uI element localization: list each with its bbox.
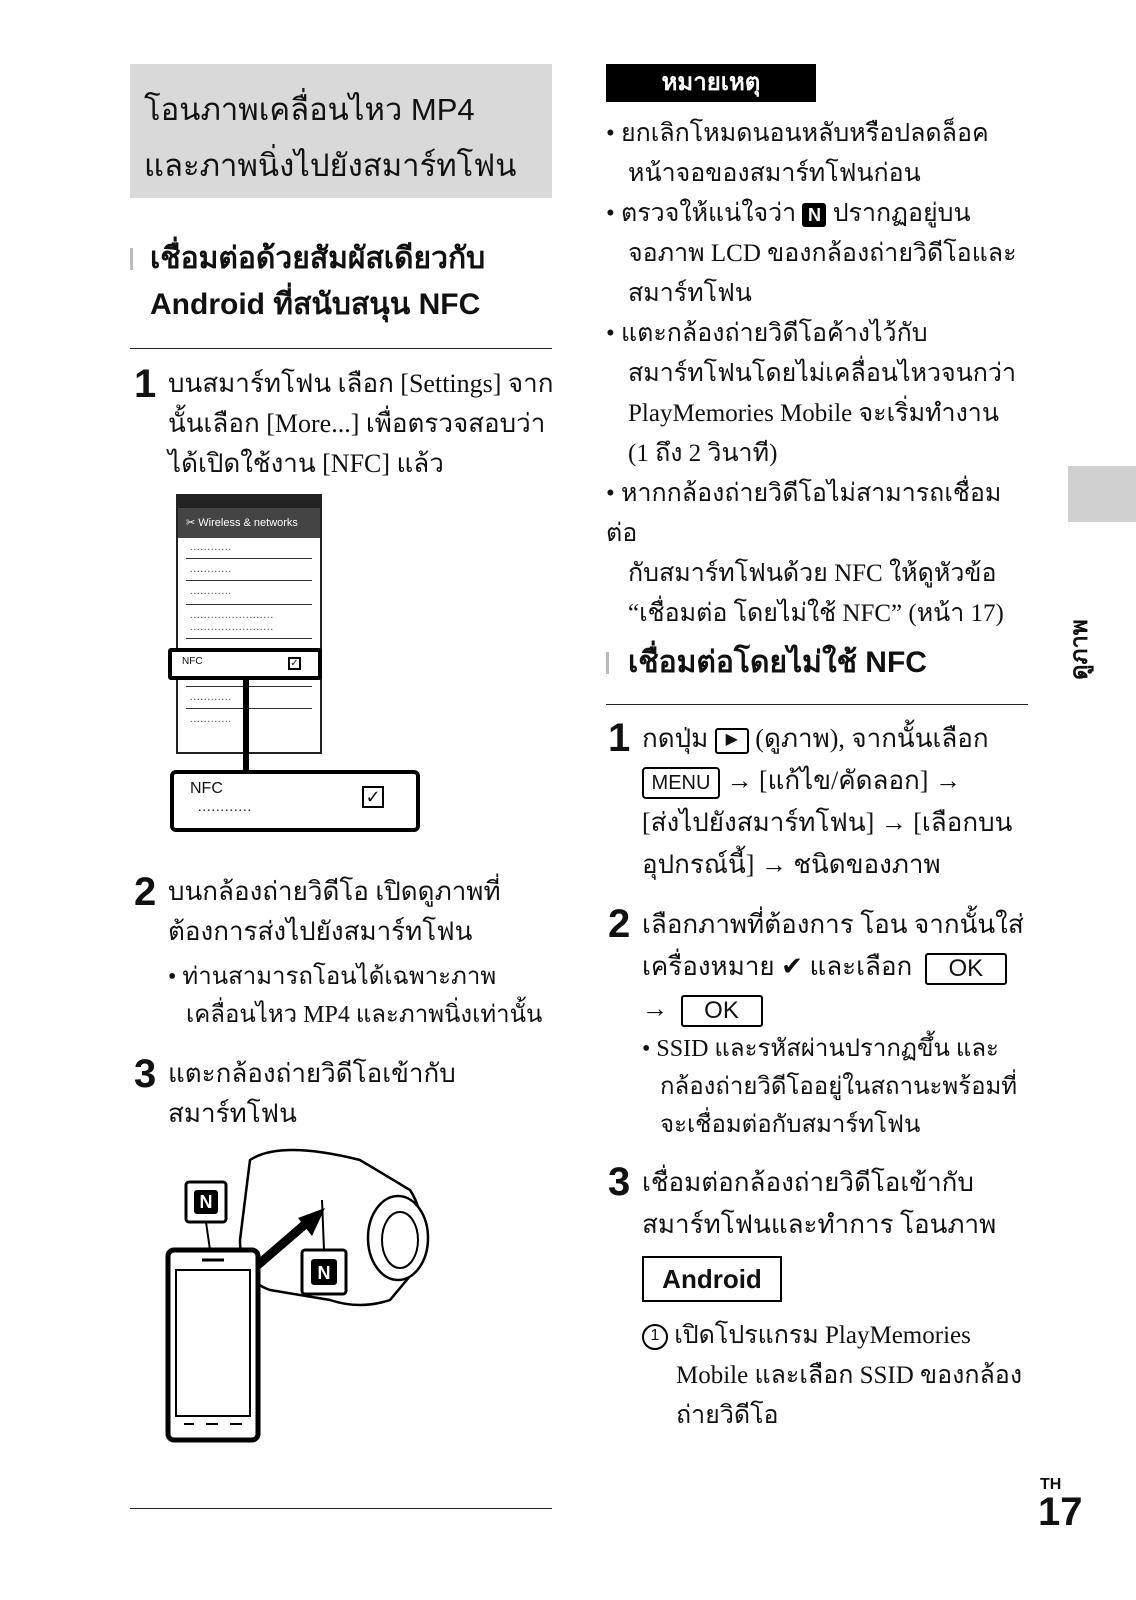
arrow-icon: → xyxy=(642,994,668,1023)
bullet-icon: • xyxy=(606,200,622,227)
text-line: (1 ถึง 2 วินาที) xyxy=(628,440,778,467)
checkbox-icon-small[interactable]: ✓ xyxy=(288,657,301,670)
placeholder-dots: ............ xyxy=(198,800,252,815)
step-number: 2 xyxy=(134,870,157,914)
bullet-icon: • xyxy=(606,480,622,507)
right-step-2-text xyxy=(642,904,1042,1030)
placeholder-dots: ........................ xyxy=(190,622,274,633)
ok-button[interactable]: OK xyxy=(681,995,763,1027)
settings-title-row xyxy=(178,508,320,538)
nfc-row-highlight[interactable] xyxy=(168,648,322,680)
wrench-icon: ✂ xyxy=(186,517,196,529)
text-line: แตะกล้องถ่ายวิดีโอเข้ากับ xyxy=(168,1059,456,1088)
bullet-icon: • xyxy=(168,964,183,990)
text-line: บนสมาร์ทโฟน เลือก [Settings] จาก xyxy=(168,369,554,398)
placeholder-dots: ............ xyxy=(190,714,232,725)
text-line: ตรวจให้แน่ใจว่า xyxy=(621,200,797,227)
step-number: 1 xyxy=(134,362,157,406)
menu-item-send-to-smartphone[interactable]: [ส่งไปยังสมาร์ทโฟน] xyxy=(642,808,875,837)
page-title-line2: และภาพนิ่งไปยังสมาร์ทโฟน xyxy=(144,148,517,183)
circled-number-icon: 1 xyxy=(642,1324,668,1350)
step-number: 3 xyxy=(134,1052,157,1096)
divider xyxy=(186,604,312,605)
text-line: นั้นเลือก [More...] เพื่อตรวจสอบว่า xyxy=(168,409,546,438)
menu-item-edit-copy[interactable]: [แก้ไข/คัดลอก] xyxy=(759,766,929,795)
placeholder-dots: ........................ xyxy=(190,610,274,621)
section-marker xyxy=(130,248,133,270)
android-label-box: Android xyxy=(642,1256,782,1302)
bottom-rule xyxy=(130,1508,552,1509)
text-line: กับสมาร์ทโฟนด้วย NFC ให้ดูหัวข้อ xyxy=(628,560,997,587)
text-line: ต้องการส่งไปยังสมาร์ทโฟน xyxy=(168,917,473,946)
ok-button[interactable]: OK xyxy=(925,953,1007,985)
text-fragment: อุปกรณ์นี้] xyxy=(642,850,755,879)
nfc-label-zoomed: NFC xyxy=(190,780,223,797)
page-number: 17 xyxy=(1038,1490,1083,1534)
notes-label: หมายเหตุ xyxy=(606,64,816,102)
text-line: กล้องถ่ายวิดีโออยู่ในสถานะพร้อมที่ xyxy=(660,1074,1018,1100)
camera-phone-touch-illustration xyxy=(160,1140,440,1470)
checkmark-icon: ✔ xyxy=(781,952,803,982)
text-line: Mobile และเลือก SSID ของกล้อง xyxy=(676,1362,1023,1389)
section-heading-nfc-2: Android ที่สนับสนุน NFC xyxy=(150,288,481,321)
step-number: 1 xyxy=(608,716,631,760)
notes-list xyxy=(606,114,1026,634)
right-step-1-text xyxy=(642,718,1042,886)
text-line: ยกเลิกโหมดนอนหลับหรือปลดล็อค xyxy=(621,120,989,147)
step-3-text xyxy=(168,1054,558,1134)
arrow-icon: → xyxy=(934,766,961,795)
text-line: สมาร์ทโฟน xyxy=(628,280,752,307)
section-rule xyxy=(130,348,552,349)
section-heading-no-nfc: เชื่อมต่อโดยไม่ใช้ NFC xyxy=(628,646,927,679)
step-1-text xyxy=(168,364,558,484)
text-line: ถ่ายวิดีโอ xyxy=(676,1402,779,1429)
text-line: จะเชื่อมต่อกับสมาร์ทโฟน xyxy=(660,1112,921,1138)
smartphone-screen xyxy=(176,1270,250,1416)
placeholder-dots: ............ xyxy=(190,564,232,575)
text-line: PlayMemories Mobile จะเริ่มทำงาน xyxy=(628,400,999,427)
right-step-2-bullet xyxy=(642,1030,1042,1144)
bullet-icon: • xyxy=(642,1036,657,1062)
text-fragment: กดปุ่ม xyxy=(642,724,709,753)
text-line: ท่านสามารถโอนได้เฉพาะภาพ xyxy=(182,964,497,990)
text-line: เปิดโปรแกรม PlayMemories xyxy=(674,1322,971,1349)
text-line: สมาร์ทโฟน xyxy=(168,1099,297,1128)
android-settings-illustration xyxy=(176,494,322,754)
text-line: แตะกล้องถ่ายวิดีโอค้างไว้กับ xyxy=(621,320,928,347)
step-number: 2 xyxy=(608,902,631,946)
callout-connector xyxy=(243,680,249,772)
text-line: ปรากฏอยู่บน xyxy=(832,200,971,227)
text-fragment: และเลือก xyxy=(809,952,913,981)
page-language: TH xyxy=(1040,1476,1062,1493)
text-line: สมาร์ทโฟนโดยไม่เคลื่อนไหวจนกว่า xyxy=(628,360,1017,387)
arrow-icon: → xyxy=(880,808,907,837)
arrow-icon: → xyxy=(760,850,787,879)
chapter-tab xyxy=(1068,466,1136,522)
divider xyxy=(186,638,312,639)
text-line: ได้เปิดใช้งาน [NFC] แล้ว xyxy=(168,449,444,478)
svg-text:N: N xyxy=(317,1263,331,1283)
text-line: เคลื่อนไหว MP4 และภาพนิ่งเท่านั้น xyxy=(186,1002,543,1028)
menu-item-select-on-device[interactable]: [เลือกบน xyxy=(913,808,1013,837)
right-step-3-substep xyxy=(642,1316,1042,1436)
text-line: SSID และรหัสผ่านปรากฏขึ้น และ xyxy=(656,1036,999,1062)
chapter-tab-label: ดูภาพ xyxy=(1066,619,1093,680)
divider xyxy=(186,558,312,559)
right-step-3-text xyxy=(642,1162,1042,1246)
step-number: 3 xyxy=(608,1160,631,1204)
section-rule xyxy=(606,704,1028,705)
step-2-text xyxy=(168,872,558,952)
menu-button[interactable]: MENU xyxy=(642,767,720,799)
status-bar xyxy=(178,496,320,508)
bullet-icon: • xyxy=(606,120,622,147)
camcorder-lens xyxy=(382,1212,418,1268)
text-fragment: (ดูภาพ), จากนั้นเลือก xyxy=(755,724,989,753)
page-title-line1: โอนภาพเคลื่อนไหว MP4 xyxy=(144,92,475,127)
placeholder-dots: ............ xyxy=(190,586,232,597)
text-line: หากกล้องถ่ายวิดีโอไม่สามารถเชื่อมต่อ xyxy=(606,480,1002,547)
text-line: หน้าจอของสมาร์ทโฟนก่อน xyxy=(628,160,921,187)
divider xyxy=(186,708,312,709)
placeholder-dots: ............ xyxy=(190,692,232,703)
text-line: เชื่อมต่อกล้องถ่ายวิดีโอเข้ากับ xyxy=(642,1168,974,1197)
text-line: “เชื่อมต่อ โดยไม่ใช้ NFC” (หน้า 17) xyxy=(628,600,1004,627)
nfc-mark-icon: N xyxy=(802,203,826,227)
text-line: เลือกภาพที่ต้องการ โอน จากนั้นใส่ xyxy=(642,910,1024,939)
text-fragment: ชนิดของภาพ xyxy=(793,850,941,879)
page-title-box xyxy=(130,64,552,198)
section-marker xyxy=(606,652,609,674)
section-heading-nfc-1: เชื่อมต่อด้วยสัมผัสเดียวกับ xyxy=(150,242,486,275)
text-line: บนกล้องถ่ายวิดีโอ เปิดดูภาพที่ xyxy=(168,877,501,906)
svg-text:N: N xyxy=(199,1192,213,1212)
step-2-bullet xyxy=(168,958,558,1034)
bullet-icon: • xyxy=(606,320,622,347)
placeholder-dots: ............ xyxy=(190,542,232,553)
nfc-row-zoomed[interactable] xyxy=(170,770,420,832)
nfc-label-small: NFC xyxy=(182,656,203,667)
text-line: สมาร์ทโฟนและทำการ โอนภาพ xyxy=(642,1210,997,1239)
arrow-icon: → xyxy=(726,766,753,795)
divider xyxy=(186,686,312,687)
text-line: จอภาพ LCD ของกล้องถ่ายวิดีโอและ xyxy=(628,240,1017,267)
divider xyxy=(186,580,312,581)
settings-title: Wireless & networks xyxy=(198,517,298,529)
checkbox-icon-checked[interactable]: ✓ xyxy=(362,786,384,808)
play-button-icon[interactable]: ▶ xyxy=(715,728,749,754)
text-fragment: เครื่องหมาย xyxy=(642,952,775,981)
